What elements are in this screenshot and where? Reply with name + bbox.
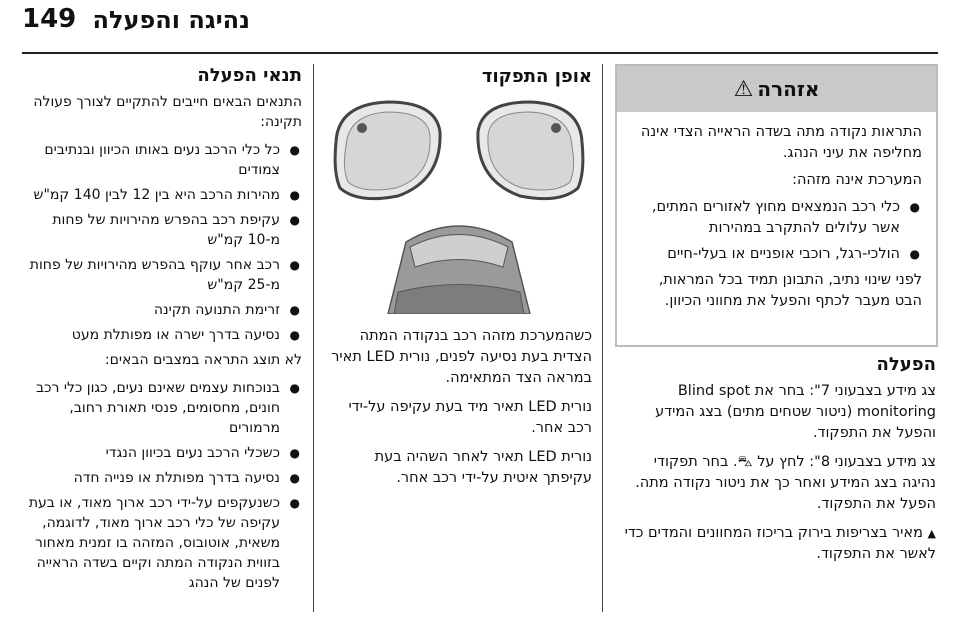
section-title: אופן התפקוד <box>481 66 592 87</box>
warning-list <box>627 197 922 265</box>
list-item: ● כשנעקפים על-ידי רכב ארוך מאוד, או בעת עקיפה של כלי רכב ארוך מאוד, לדוגמה, משאית, אוטובוס, המזהה בו זמנית מאחור בזווית הנקודה המתה וקיים בשדה הראייה לפנים של הנהג <box>22 493 302 593</box>
list-item: ● בנוכחות עצמים שאינם נעים, כגון כלי רכב חונים, מחסומים, פנסי תאורת רחוב, מרמורים <box>22 378 302 438</box>
list-item: ● הולכי-רגל, רוכבי אופניים או בעלי-חיים <box>627 244 922 265</box>
activation-section <box>618 354 936 573</box>
activation-paragraph: צג מידע בצבעוני 7": בחר את Blind spot monitoring (ניטור שטחים מתים) בצג המידע והפעל את התפקוד. <box>655 383 936 441</box>
warning-paragraph: התראות נקודה מתה בשדה הראייה הצדי אינה מחליפה את עיני הנהג. <box>640 124 922 161</box>
list-item: ● מהירות הרכב היא בין 12 לבין 140 קמ"ש <box>22 185 302 205</box>
section-title: הפעלה <box>876 354 936 375</box>
list-item: ● עקיפת רכב בהפרש מהירויות של פחות מ-10 קמ"ש <box>22 210 302 250</box>
mode-title-wrap <box>326 66 592 93</box>
list-item: ● כל כלי הרכב נעים באותו הכיוון ובנתיבים צמודים <box>22 140 302 180</box>
list-item: ● כשכלי הרכב נעים בכיוון הנגדי <box>22 443 302 463</box>
no-alerts-intro: לא תוצג התראה במצבים הבאים: <box>104 352 302 368</box>
no-alerts-list <box>22 378 302 593</box>
warning-triangle-icon: ⚠ <box>733 76 754 102</box>
warning-title: אזהרה <box>757 77 820 101</box>
car-with-side-mirrors-illustration <box>328 92 590 314</box>
header-rule <box>22 52 938 54</box>
blind-spot-indicator-icon: ▲ <box>927 527 936 540</box>
warning-header <box>617 66 936 112</box>
warning-paragraph: לפני שינוי נתיב, התבונן תמיד בכל המראות, הבט מעבר לכתף והפעל את מחווני הכיוון. <box>658 272 922 309</box>
conditions-intro: התנאים הבאים חייבים להתקיים לצורך פעולה תקינה: <box>33 94 302 130</box>
conditions-list <box>22 140 302 345</box>
warning-paragraph: המערכת אינה מזהה: <box>792 172 922 188</box>
column-divider <box>602 64 603 612</box>
warning-box <box>615 64 938 347</box>
activation-paragraph: צג מידע בצבעוני 8": לחץ על ⛍. בחר תפקודי נהיגה בצג המידע ואחר כך את ניטור נקודה מתה. הפעל את התפקוד. <box>635 454 936 512</box>
conditions-section <box>22 66 302 598</box>
activation-paragraph: ▲ מאיר בצריפות בירוק בריכוז המחוונים והמדים כדי לאשר את התפקוד. <box>624 525 936 562</box>
list-item: ● זרימת התנועה תקינה <box>22 300 302 320</box>
mode-paragraph: נורית LED תאיר לאחר השהיה בעת עקיפתך איטית על-ידי רכב אחר. <box>374 449 592 486</box>
mode-paragraph: כשהמערכת מזהה רכב בנקודה המתה הצדית בעת נסיעה לפנים, נורית LED תאיר במראה הצד המתאימה. <box>331 328 592 386</box>
list-item: ● רכב אחר עוקף בהפרש מהירויות של פחות מ-25 קמ"ש <box>22 255 302 295</box>
mode-section <box>326 326 592 497</box>
chapter-title: נהיגה והפעלה <box>92 6 250 34</box>
list-item: ● כלי רכב הנמצאים מחוץ לאזורים המתים, אשר עלולים להתקרב במהירות <box>627 197 922 239</box>
column-divider <box>313 64 314 612</box>
mode-paragraph: נורית LED תאיר מיד בעת עקיפה על-ידי רכב אחר. <box>348 399 592 436</box>
section-title: תנאי הפעלה <box>197 65 302 86</box>
page-number: 149 <box>22 4 77 34</box>
list-item: ● נסיעה בדרך ישרה או מפותלת מעט <box>22 325 302 345</box>
list-item: ● נסיעה בדרך מפותלת או פנייה חדה <box>22 468 302 488</box>
page-header <box>0 0 960 52</box>
